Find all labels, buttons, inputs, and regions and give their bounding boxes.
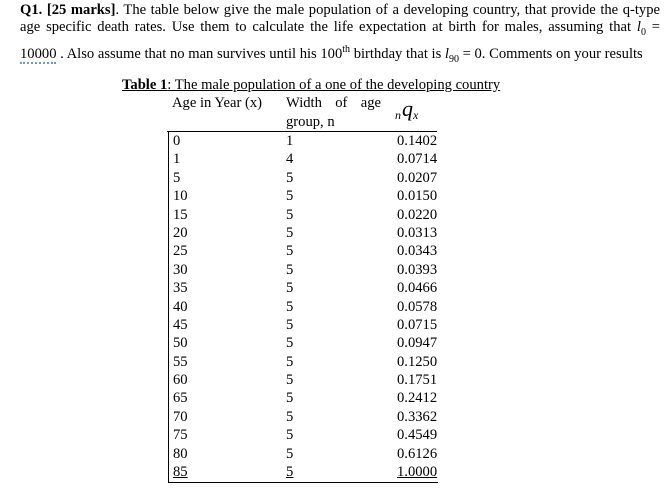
question-text-5: = 0. Comments on your results <box>458 45 643 62</box>
age-cell: 60 <box>173 372 188 389</box>
table-row <box>168 132 438 150</box>
width-cell: 5 <box>286 243 294 260</box>
width-cell: 5 <box>286 464 294 481</box>
question-label: Q1. <box>20 2 43 18</box>
width-cell: 5 <box>286 298 294 315</box>
header-q <box>395 96 418 128</box>
age-cell: 5 <box>173 169 181 186</box>
table-row <box>168 316 438 334</box>
width-cell: 5 <box>286 335 294 352</box>
age-cell: 20 <box>173 224 188 241</box>
table-row <box>168 261 438 279</box>
q-cell: 0.6126 <box>397 445 438 462</box>
table-row <box>168 445 438 463</box>
q-cell: 1.0000 <box>397 464 438 481</box>
th-superscript: th <box>342 43 351 55</box>
table-row <box>168 150 438 168</box>
age-cell: 80 <box>173 445 188 462</box>
age-cell: 25 <box>173 243 188 260</box>
header-width-line1: Width of age <box>286 95 381 111</box>
header-width-line2: group, n <box>286 114 335 130</box>
age-cell: 50 <box>173 335 188 352</box>
question-text <box>20 2 660 68</box>
table-row <box>168 426 438 444</box>
q-cell: 0.0714 <box>397 151 438 168</box>
l0-subscript: 0 <box>640 26 646 38</box>
age-cell: 10 <box>173 188 188 205</box>
age-cell: 55 <box>173 353 188 370</box>
q-cell: 0.0578 <box>397 298 438 315</box>
q-cell: 0.0947 <box>397 335 438 352</box>
q-cell: 0.0313 <box>397 224 438 241</box>
table-row <box>168 389 438 407</box>
table-row <box>168 187 438 205</box>
age-cell: 70 <box>173 408 188 425</box>
table-row <box>168 206 438 224</box>
caption-text: : The male population of a one of the developing country <box>167 77 501 93</box>
l0-symbol: l <box>636 19 641 35</box>
table-row <box>168 334 438 352</box>
table-row <box>168 408 438 426</box>
table-row <box>168 242 438 260</box>
header-q-symbol: q <box>402 96 413 121</box>
q-cell: 0.0343 <box>397 243 438 260</box>
table-bottom-rule <box>168 482 438 483</box>
q-cell: 0.1402 <box>397 133 438 149</box>
question-text-3: . Also assume that no man survives until his 100 <box>56 45 343 62</box>
age-cell: 30 <box>173 261 188 278</box>
width-cell: 5 <box>286 445 294 462</box>
q-cell: 0.0466 <box>397 280 438 297</box>
table-row <box>168 169 438 187</box>
q-cell: 0.3362 <box>397 408 438 425</box>
table-row <box>168 371 438 389</box>
width-cell: 5 <box>286 316 294 333</box>
age-cell: 15 <box>173 206 188 223</box>
table-row <box>168 224 438 242</box>
l90-symbol: l <box>444 45 449 62</box>
width-cell: 4 <box>286 151 294 168</box>
q-cell: 0.1751 <box>397 372 438 389</box>
width-cell: 5 <box>286 372 294 389</box>
table-caption <box>122 77 500 94</box>
caption-number: 1 <box>160 77 168 93</box>
header-age: Age in Year (x) <box>172 95 262 111</box>
width-cell: 5 <box>286 408 294 425</box>
width-cell: 5 <box>286 206 294 223</box>
age-cell: 65 <box>173 390 188 407</box>
question-text-4: birthday that is <box>350 45 445 62</box>
header-q-prefix: n <box>395 108 401 122</box>
q-cell: 0.1250 <box>397 353 438 370</box>
table-row <box>168 353 438 371</box>
table-row <box>168 298 438 316</box>
width-cell: 1 <box>286 133 294 149</box>
question-marks: [25 marks] <box>46 2 116 18</box>
width-cell: 5 <box>286 353 294 370</box>
width-cell: 5 <box>286 169 294 186</box>
width-cell: 5 <box>286 280 294 297</box>
header-q-sub: x <box>413 108 419 122</box>
question-text-1: . The table below give the male population of a developing country, that provide the q-type age specific death rates. Use them to calculate the life expectation at birth for males, assuming that <box>20 2 660 35</box>
table-row <box>168 279 438 297</box>
age-cell: 0 <box>173 133 181 149</box>
l0-value: 10000 <box>20 45 57 62</box>
question-text-2: = <box>645 19 660 35</box>
age-cell: 75 <box>173 427 188 444</box>
q-cell: 0.0393 <box>397 261 438 278</box>
q-cell: 0.0207 <box>397 169 438 186</box>
q-cell: 0.0150 <box>397 188 438 205</box>
age-cell: 85 <box>173 464 188 481</box>
width-cell: 5 <box>286 390 294 407</box>
q-cell: 0.0715 <box>397 316 438 333</box>
width-cell: 5 <box>286 224 294 241</box>
age-cell: 1 <box>173 151 181 168</box>
q-cell: 0.0220 <box>397 206 438 223</box>
width-cell: 5 <box>286 261 294 278</box>
table-row <box>168 463 438 481</box>
age-cell: 45 <box>173 316 188 333</box>
width-cell: 5 <box>286 188 294 205</box>
caption-label: Table <box>122 77 160 93</box>
q-cell: 0.4549 <box>397 427 438 444</box>
width-cell: 5 <box>286 427 294 444</box>
age-cell: 35 <box>173 280 188 297</box>
l90-subscript: 90 <box>448 53 459 65</box>
q-cell: 0.2412 <box>397 390 438 407</box>
age-cell: 40 <box>173 298 188 315</box>
table-body <box>168 132 438 481</box>
